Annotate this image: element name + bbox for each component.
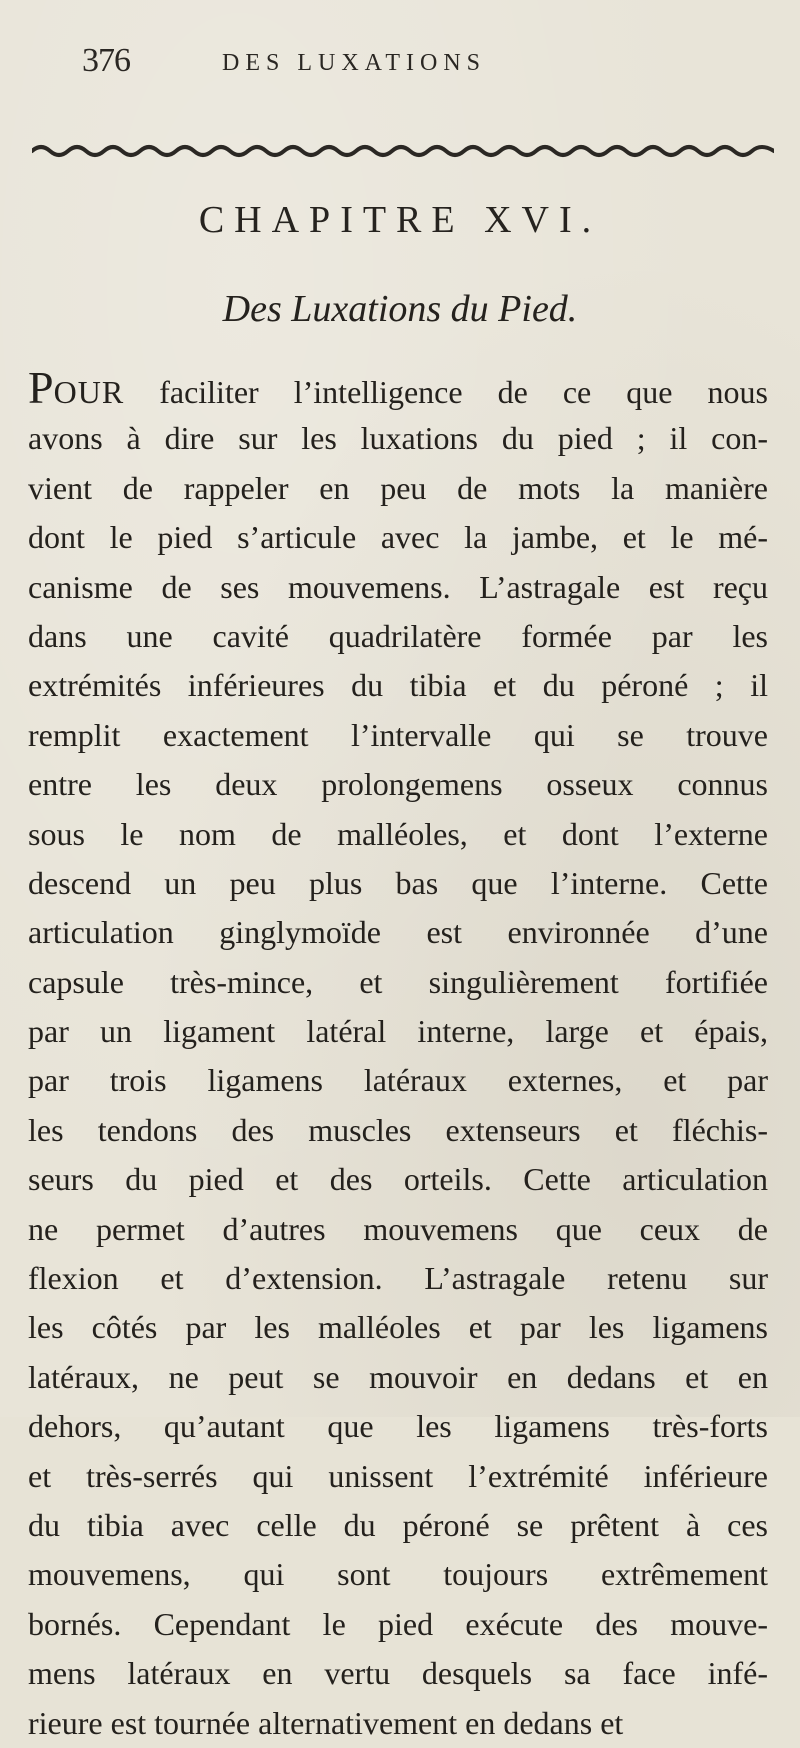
text-line: bornés. Cependant le pied exécute des mouve- — [28, 1605, 768, 1642]
text-line: dehors, qu’autant que les ligamens très-forts — [28, 1408, 768, 1445]
text-line: mouvemens, qui sont toujours extrêmement — [28, 1556, 768, 1593]
text-line: remplit exactement l’intervalle qui se trouve — [28, 716, 768, 753]
text-line: seurs du pied et des orteils. Cette articulation — [28, 1161, 768, 1198]
text-line: ne permet d’autres mouvemens que ceux de — [28, 1210, 768, 1247]
text-line: entre les deux prolongemens osseux connus — [28, 766, 768, 803]
text-line: articulation ginglymoïde est environnée d’une — [28, 914, 768, 951]
running-head: DES LUXATIONS — [222, 50, 486, 76]
text-line: vient de rappeler en peu de mots la manière — [28, 469, 768, 506]
text-line: descend un peu plus bas que l’interne. Cette — [28, 864, 768, 901]
page-header — [82, 42, 722, 102]
text-line: rieure est tournée alternativement en dedans et — [28, 1704, 624, 1741]
first-line-rest: faciliter l’intelligence de ce que nous — [124, 374, 768, 410]
page-number: 376 — [82, 42, 130, 79]
text-line: dont le pied s’articule avec la jambe, et le mé- — [28, 519, 768, 556]
text-line: latéraux, ne peut se mouvoir en dedans et en — [28, 1358, 768, 1395]
text-line: mens latéraux en vertu desquels sa face infé- — [28, 1655, 768, 1692]
chapter-title: CHAPITRE XVI. — [198, 199, 602, 241]
text-line: dans une cavité quadrilatère formée par les — [28, 617, 768, 654]
text-line: avons à dire sur les luxations du pied ; il con- — [28, 420, 768, 457]
text-line: les tendons des muscles extenseurs et fléchis- — [28, 1111, 768, 1148]
ornamental-rule — [32, 140, 774, 162]
text-line: canisme de ses mouvemens. L’astragale est reçu — [28, 568, 768, 605]
text-line-first — [28, 365, 768, 414]
text-line: par trois ligamens latéraux externes, et par — [28, 1062, 768, 1099]
text-line: capsule très-mince, et singulièrement fortifiée — [28, 963, 768, 1000]
text-line: extrémités inférieures du tibia et du péroné ; il — [28, 667, 768, 704]
text-line: les côtés par les malléoles et par les ligamens — [28, 1309, 768, 1346]
body-text — [28, 365, 768, 1748]
drop-cap: P — [28, 365, 54, 413]
text-line: et très-serrés qui unissent l’extrémité inférieure — [28, 1457, 768, 1494]
text-line: sous le nom de malléoles, et dont l’externe — [28, 815, 768, 852]
text-line: du tibia avec celle du péroné se prêtent à ces — [28, 1506, 768, 1543]
text-line: flexion et d’extension. L’astragale retenu sur — [28, 1260, 768, 1297]
small-caps-word: OUR — [53, 374, 125, 410]
text-line: par un ligament latéral interne, large et épais, — [28, 1013, 768, 1050]
chapter-subtitle: Des Luxations du Pied. — [222, 288, 578, 330]
